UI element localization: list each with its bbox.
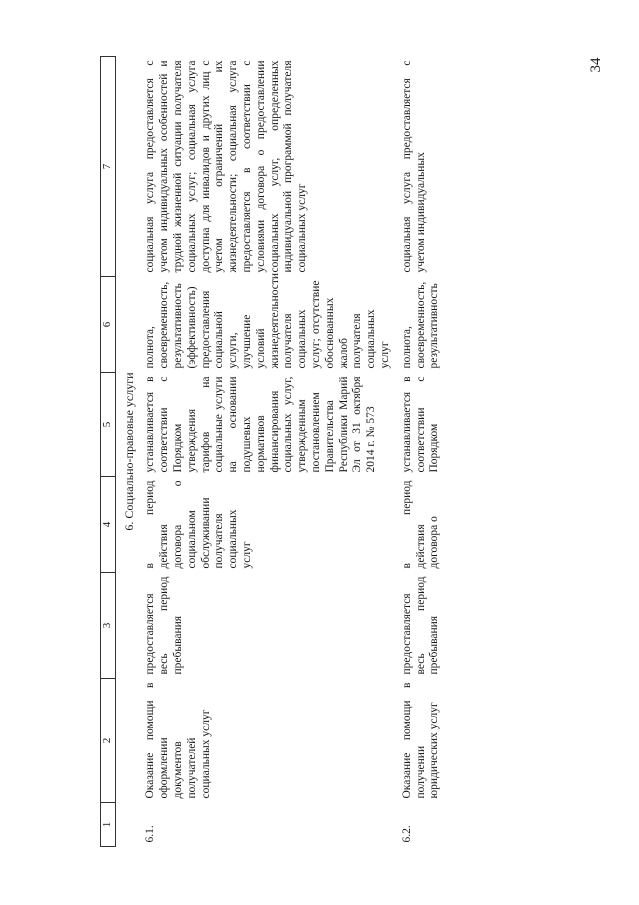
row-number: 6.1.: [144, 825, 157, 843]
column-number-row: [101, 57, 116, 847]
column-header-7: 7: [101, 57, 116, 277]
column-header-4: 4: [101, 477, 116, 573]
column-header-6: 6: [101, 277, 116, 373]
service-conditions: социальная услуга предоставляется с учетом индивидуальных: [400, 60, 427, 273]
table-row: [144, 57, 400, 847]
column-header-3: 3: [101, 573, 116, 679]
service-name: Оказание помощи в оформлении документов получателей социальных услуг: [144, 682, 212, 799]
service-tariff: устанавливается в соответствии с Порядком: [400, 376, 441, 473]
service-tariff: устанавливается в соответствии с Порядком утверждения тарифов на социальные услуги на основании подушевых нормативов финансирования социальных услуг, утвержденным постановлением Правительства Республики Марий Эл от 31 октября 2014 г. № 573: [144, 376, 378, 473]
page-number: 34: [588, 57, 604, 73]
services-table: [100, 56, 442, 847]
service-name: Оказание помощи в получении юридических услуг: [400, 682, 441, 799]
table-row: [401, 57, 442, 847]
column-header-5: 5: [101, 373, 116, 477]
quality-indicators: полнота, своевременность, результативность: [400, 281, 441, 369]
service-period: предоставляется весь период пребывания: [144, 576, 184, 675]
service-term: в период действия договора о: [400, 480, 441, 569]
column-header-1: 1: [101, 803, 116, 847]
section-heading-row: [116, 57, 145, 847]
rotated-page-content: [100, 57, 600, 847]
row-number: 6.2.: [400, 825, 413, 843]
service-period: предоставляется весь период пребывания: [400, 576, 441, 675]
quality-indicators: полнота, своевременность, результативность (эффективность) предоставления социальной услуги, улучшение условий жизнедеятельности получателя социальных услуг; отсутствие обоснованных жалоб получателя социальных услуг: [144, 272, 391, 369]
service-term: в период действия договора о социальном обслуживании получателя социальных услуг: [144, 480, 253, 569]
column-header-2: 2: [101, 679, 116, 803]
service-conditions: социальная услуга предоставляется с учетом индивидуальных особенностей и трудной жизненной ситуации получателя социальных услуг; социальная услуга доступна для инвалидов и других лиц с учетом ограничений их жизнедеятельности; социальная услуга предоставляется в соответствии с условиями договора о предоставлении социальных услуг, определенных индивидуальной программой получателя социальных услуг: [144, 60, 309, 273]
section-title: 6. Социально-правовые услуги: [122, 372, 136, 531]
